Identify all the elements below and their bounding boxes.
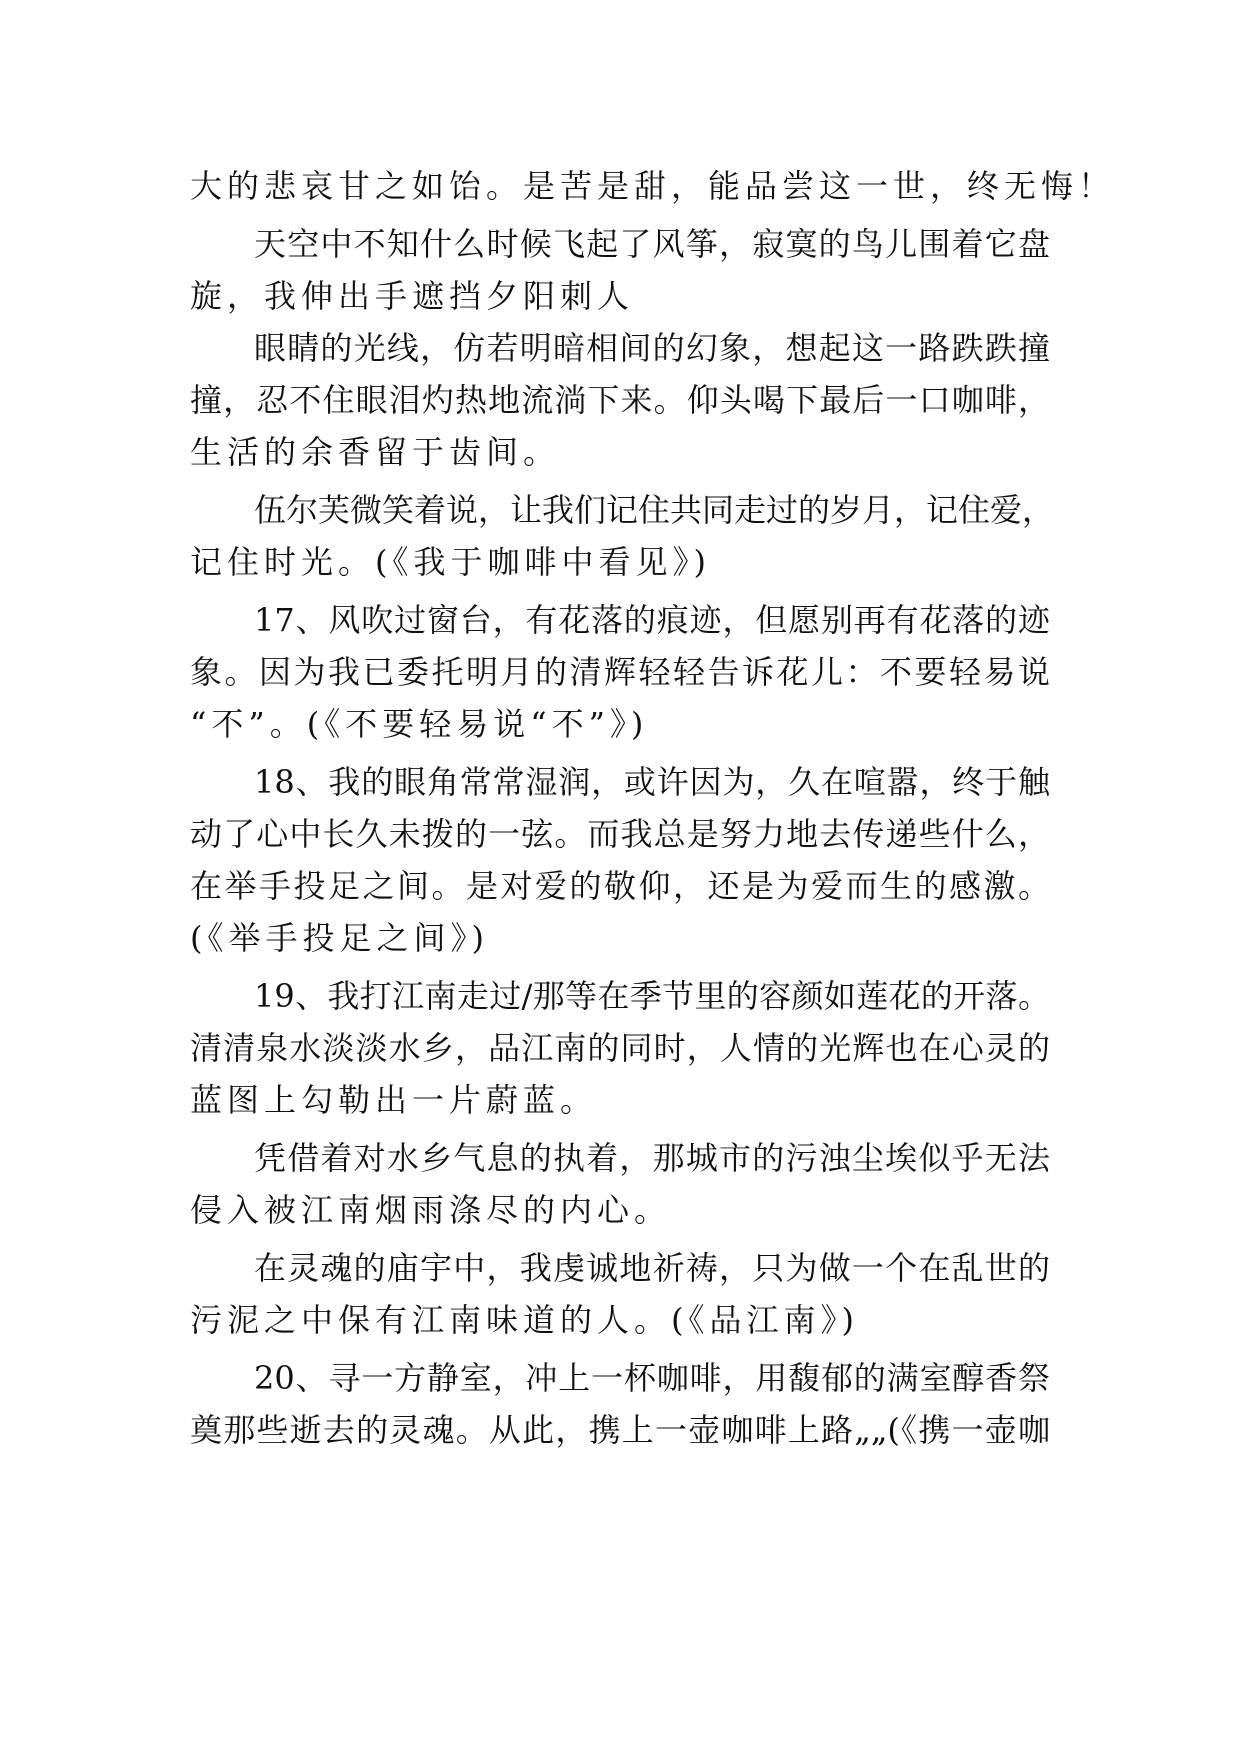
- text-line: 眼睛的光线，仿若明暗相间的幻象，想起这一路跌跌撞: [254, 329, 1050, 367]
- text-line: 生活的余香留于齿间。: [190, 433, 561, 471]
- text-line: 19、我打江南走过/那等在季节里的容颜如莲花的开落。: [254, 977, 1050, 1015]
- text-line: 污泥之中保有江南味道的人。(《品江南》): [190, 1301, 859, 1339]
- text-line: 撞，忍不住眼泪灼热地流淌下来。仰头喝下最后一口咖啡，: [190, 381, 1050, 419]
- text-line: 侵入被江南烟雨涤尽的内心。: [190, 1191, 672, 1229]
- text-line: 清清泉水淡淡水乡，品江南的同时，人情的光辉也在心灵的: [190, 1029, 1050, 1067]
- text-line: 天空中不知什么时候飞起了风筝，寂寞的鸟儿围着它盘: [254, 225, 1050, 263]
- text-line: 伍尔芙微笑着说，让我们记住共同走过的岁月，记住爱，: [254, 491, 1055, 529]
- text-line: (《举手投足之间》): [190, 919, 489, 957]
- text-line: 旋，我伸出手遮挡夕阳刺人: [190, 277, 635, 315]
- text-line: 蓝图上勾勒出一片蔚蓝。: [190, 1081, 598, 1119]
- text-line: 象。因为我已委托明月的清辉轻轻告诉花儿：不要轻易说: [190, 653, 1050, 691]
- text-line: 在灵魂的庙宇中，我虔诚地祈祷，只为做一个在乱世的: [254, 1249, 1050, 1287]
- text-line: 动了心中长久未拨的一弦。而我总是努力地去传递些什么，: [190, 815, 1050, 853]
- text-line: 凭借着对水乡气息的执着，那城市的污浊尘埃似乎无法: [254, 1139, 1050, 1177]
- text-line: 在举手投足之间。是对爱的敬仰，还是为爱而生的感激。: [190, 867, 1050, 905]
- text-line: 大的悲哀甘之如饴。是苦是甜，能品尝这一世，终无悔！: [190, 167, 1116, 205]
- text-line: “不”。(《不要轻易说“不”》): [190, 705, 649, 743]
- text-line: 奠那些逝去的灵魂。从此，携上一壶咖啡上路„„(《携一壶咖: [190, 1411, 1050, 1449]
- text-line: 18、我的眼角常常湿润，或许因为，久在喧嚣，终于触: [254, 763, 1050, 801]
- text-line: 17、风吹过窗台，有花落的痕迹，但愿别再有花落的迹: [254, 601, 1050, 639]
- text-line: 20、寻一方静室，冲上一杯咖啡，用馥郁的满室醇香祭: [254, 1359, 1050, 1397]
- text-line: 记住时光。(《我于咖啡中看见》): [190, 543, 711, 581]
